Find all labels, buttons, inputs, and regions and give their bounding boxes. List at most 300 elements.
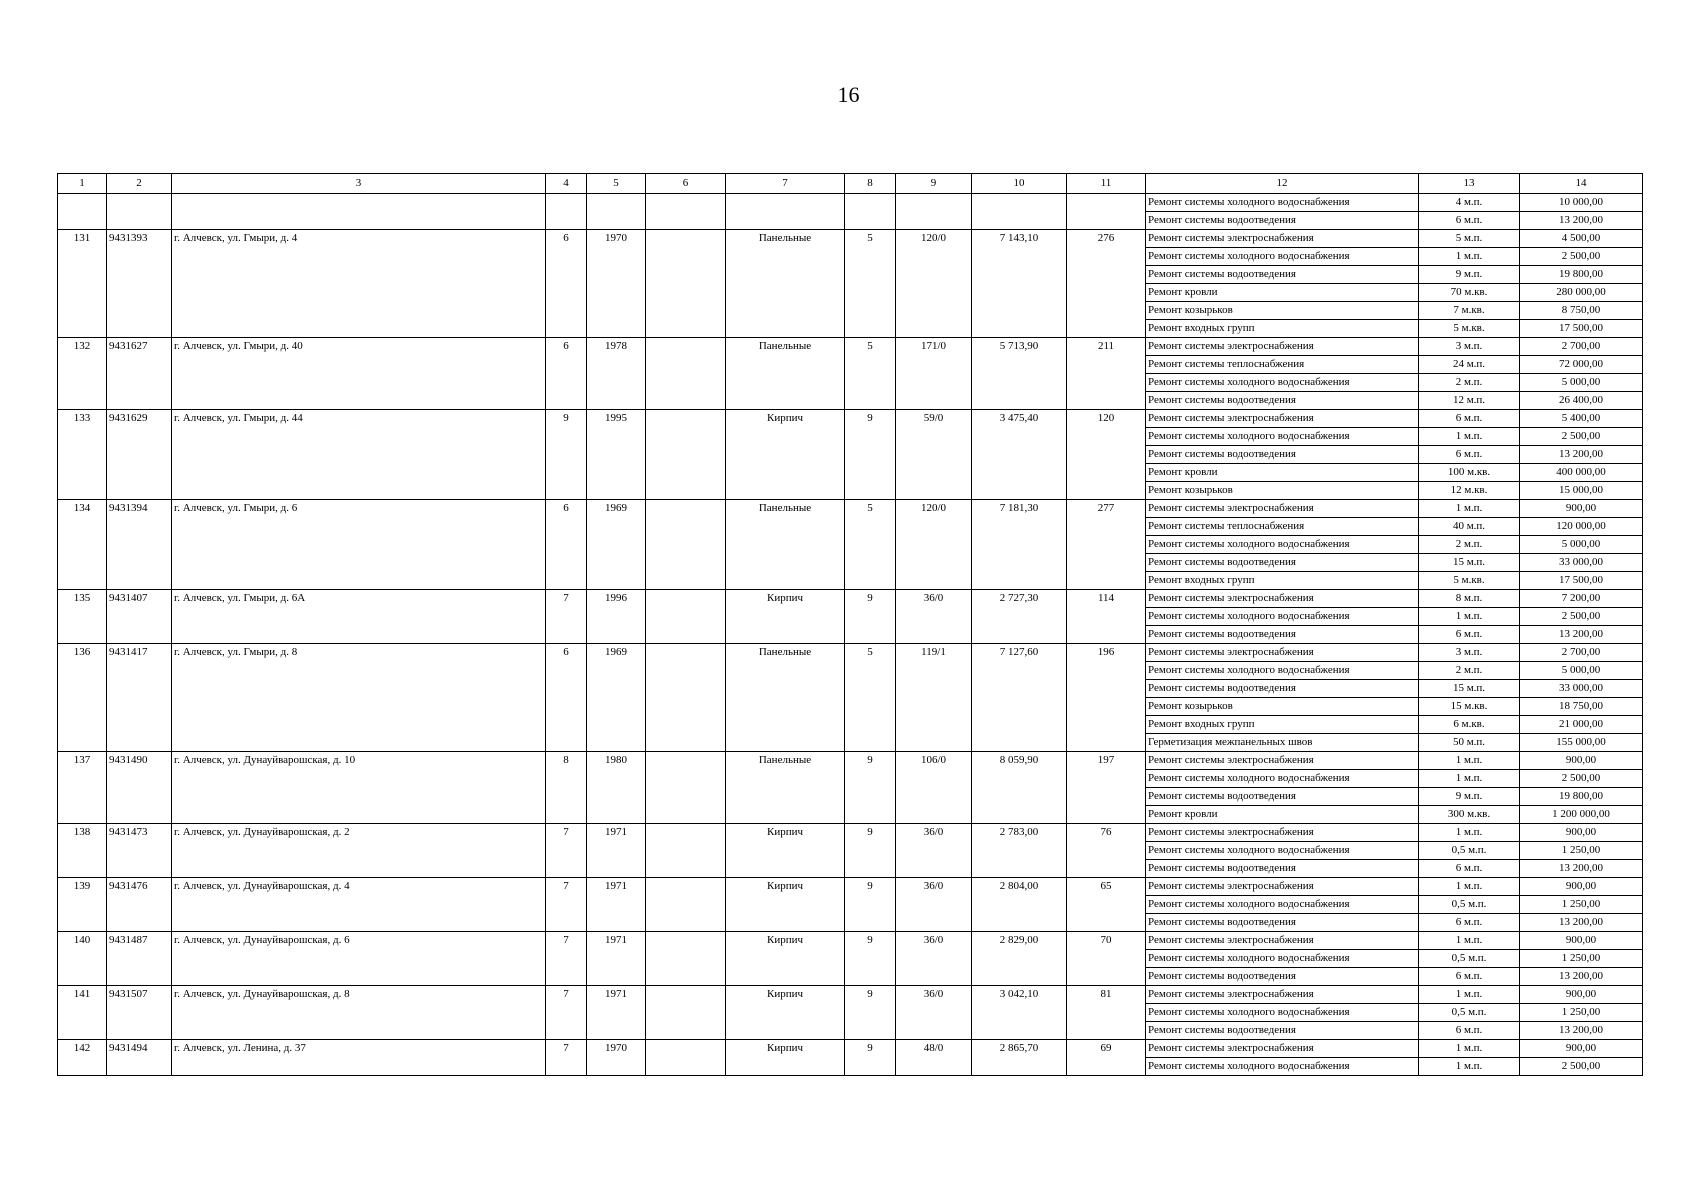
column-9-value: 36/0: [896, 878, 972, 932]
column-9-value: 106/0: [896, 752, 972, 824]
construction-year: 1971: [587, 986, 646, 1040]
wall-material: Панельные: [726, 500, 845, 590]
row-number: 133: [58, 410, 107, 500]
work-description: Ремонт системы теплоснабжения: [1146, 356, 1419, 374]
work-volume: 300 м.кв.: [1419, 806, 1520, 824]
work-description: Ремонт входных групп: [1146, 716, 1419, 734]
row-number: 132: [58, 338, 107, 410]
empty-cell: [646, 194, 726, 230]
table-row: [58, 410, 1643, 428]
work-volume: 6 м.п.: [1419, 968, 1520, 986]
work-cost: 2 700,00: [1520, 644, 1643, 662]
work-cost: 900,00: [1520, 1040, 1643, 1058]
column-6-value: [646, 752, 726, 824]
work-description: Ремонт входных групп: [1146, 572, 1419, 590]
column-6-value: [646, 338, 726, 410]
work-description: Ремонт системы холодного водоснабжения: [1146, 194, 1419, 212]
work-volume: 70 м.кв.: [1419, 284, 1520, 302]
work-cost: 900,00: [1520, 932, 1643, 950]
floor-count: 9: [845, 1040, 896, 1076]
work-volume: 12 м.кв.: [1419, 482, 1520, 500]
work-description: Ремонт системы электроснабжения: [1146, 500, 1419, 518]
work-cost: 13 200,00: [1520, 626, 1643, 644]
work-cost: 7 200,00: [1520, 590, 1643, 608]
column-4-value: 6: [546, 644, 587, 752]
work-description: Ремонт системы холодного водоснабжения: [1146, 428, 1419, 446]
column-6-value: [646, 878, 726, 932]
work-cost: 17 500,00: [1520, 320, 1643, 338]
building-address: г. Алчевск, ул. Гмыри, д. 4: [172, 230, 546, 338]
work-description: Ремонт системы электроснабжения: [1146, 986, 1419, 1004]
work-cost: 21 000,00: [1520, 716, 1643, 734]
work-cost: 18 750,00: [1520, 698, 1643, 716]
table-row: [58, 932, 1643, 950]
work-volume: 12 м.п.: [1419, 392, 1520, 410]
work-volume: 6 м.кв.: [1419, 716, 1520, 734]
repair-register-table: [57, 173, 1643, 1076]
work-volume: 6 м.п.: [1419, 446, 1520, 464]
work-cost: 155 000,00: [1520, 734, 1643, 752]
work-volume: 15 м.кв.: [1419, 698, 1520, 716]
work-description: Ремонт системы водоотведения: [1146, 680, 1419, 698]
work-volume: 5 м.п.: [1419, 230, 1520, 248]
floor-count: 9: [845, 590, 896, 644]
construction-year: 1980: [587, 752, 646, 824]
building-code: 9431393: [107, 230, 172, 338]
work-volume: 6 м.п.: [1419, 914, 1520, 932]
building-area: 2 829,00: [972, 932, 1067, 986]
table-row: [58, 230, 1643, 248]
column-9-value: 48/0: [896, 1040, 972, 1076]
column-9-value: 36/0: [896, 986, 972, 1040]
floor-count: 9: [845, 824, 896, 878]
work-description: Ремонт системы холодного водоснабжения: [1146, 770, 1419, 788]
table-row: [58, 500, 1643, 518]
building-address: г. Алчевск, ул. Гмыри, д. 44: [172, 410, 546, 500]
work-cost: 2 500,00: [1520, 770, 1643, 788]
column-header-10: 10: [972, 174, 1067, 194]
building-code: 9431507: [107, 986, 172, 1040]
work-volume: 9 м.п.: [1419, 266, 1520, 284]
work-description: Ремонт системы электроснабжения: [1146, 932, 1419, 950]
resident-count: 120: [1067, 410, 1146, 500]
page-number: 16: [837, 82, 860, 107]
wall-material: Кирпич: [726, 410, 845, 500]
empty-cell: [972, 194, 1067, 230]
work-description: Ремонт кровли: [1146, 284, 1419, 302]
work-volume: 1 м.п.: [1419, 1058, 1520, 1076]
work-cost: 72 000,00: [1520, 356, 1643, 374]
work-volume: 2 м.п.: [1419, 374, 1520, 392]
empty-cell: [587, 194, 646, 230]
work-description: Ремонт системы электроснабжения: [1146, 410, 1419, 428]
work-description: Ремонт системы холодного водоснабжения: [1146, 842, 1419, 860]
wall-material: Панельные: [726, 752, 845, 824]
row-number: 135: [58, 590, 107, 644]
work-description: Ремонт системы теплоснабжения: [1146, 518, 1419, 536]
work-volume: 15 м.п.: [1419, 554, 1520, 572]
table-row: [58, 986, 1643, 1004]
work-cost: 10 000,00: [1520, 194, 1643, 212]
column-6-value: [646, 824, 726, 878]
empty-cell: [58, 194, 107, 230]
work-cost: 13 200,00: [1520, 446, 1643, 464]
construction-year: 1969: [587, 500, 646, 590]
work-volume: 1 м.п.: [1419, 500, 1520, 518]
column-6-value: [646, 932, 726, 986]
building-code: 9431476: [107, 878, 172, 932]
resident-count: 65: [1067, 878, 1146, 932]
column-header-3: 3: [172, 174, 546, 194]
work-cost: 2 500,00: [1520, 428, 1643, 446]
wall-material: Панельные: [726, 230, 845, 338]
work-cost: 1 250,00: [1520, 842, 1643, 860]
work-cost: 13 200,00: [1520, 860, 1643, 878]
work-description: Ремонт системы холодного водоснабжения: [1146, 536, 1419, 554]
wall-material: Панельные: [726, 338, 845, 410]
wall-material: Панельные: [726, 644, 845, 752]
construction-year: 1995: [587, 410, 646, 500]
work-description: Ремонт системы холодного водоснабжения: [1146, 1004, 1419, 1022]
column-header-2: 2: [107, 174, 172, 194]
work-volume: 100 м.кв.: [1419, 464, 1520, 482]
table-row: [58, 338, 1643, 356]
column-4-value: 7: [546, 590, 587, 644]
work-description: Ремонт входных групп: [1146, 320, 1419, 338]
work-description: Герметизация межпанельных швов: [1146, 734, 1419, 752]
column-9-value: 171/0: [896, 338, 972, 410]
work-cost: 900,00: [1520, 752, 1643, 770]
building-area: 8 059,90: [972, 752, 1067, 824]
work-volume: 2 м.п.: [1419, 536, 1520, 554]
work-volume: 6 м.п.: [1419, 626, 1520, 644]
work-cost: 900,00: [1520, 986, 1643, 1004]
work-description: Ремонт системы водоотведения: [1146, 860, 1419, 878]
work-description: Ремонт системы водоотведения: [1146, 968, 1419, 986]
work-volume: 15 м.п.: [1419, 680, 1520, 698]
work-cost: 19 800,00: [1520, 266, 1643, 284]
work-cost: 15 000,00: [1520, 482, 1643, 500]
work-description: Ремонт системы электроснабжения: [1146, 824, 1419, 842]
construction-year: 1996: [587, 590, 646, 644]
floor-count: 9: [845, 752, 896, 824]
building-address: г. Алчевск, ул. Гмыри, д. 6А: [172, 590, 546, 644]
work-description: Ремонт системы холодного водоснабжения: [1146, 608, 1419, 626]
column-header-5: 5: [587, 174, 646, 194]
building-area: 2 783,00: [972, 824, 1067, 878]
work-cost: 13 200,00: [1520, 968, 1643, 986]
building-area: 2 804,00: [972, 878, 1067, 932]
work-description: Ремонт кровли: [1146, 806, 1419, 824]
work-volume: 1 м.п.: [1419, 1040, 1520, 1058]
floor-count: 5: [845, 338, 896, 410]
work-volume: 6 м.п.: [1419, 410, 1520, 428]
work-description: Ремонт системы электроснабжения: [1146, 644, 1419, 662]
work-description: Ремонт системы водоотведения: [1146, 914, 1419, 932]
construction-year: 1971: [587, 932, 646, 986]
table-body: [58, 194, 1643, 1076]
column-header-9: 9: [896, 174, 972, 194]
work-description: Ремонт системы холодного водоснабжения: [1146, 374, 1419, 392]
table-row: [58, 644, 1643, 662]
work-cost: 13 200,00: [1520, 914, 1643, 932]
wall-material: Кирпич: [726, 932, 845, 986]
column-header-12: 12: [1146, 174, 1419, 194]
work-cost: 900,00: [1520, 878, 1643, 896]
column-header-1: 1: [58, 174, 107, 194]
resident-count: 114: [1067, 590, 1146, 644]
resident-count: 81: [1067, 986, 1146, 1040]
empty-cell: [172, 194, 546, 230]
work-cost: 2 500,00: [1520, 608, 1643, 626]
work-volume: 1 м.п.: [1419, 248, 1520, 266]
continuation-row: [58, 194, 1643, 212]
column-4-value: 7: [546, 986, 587, 1040]
column-6-value: [646, 1040, 726, 1076]
empty-cell: [845, 194, 896, 230]
work-description: Ремонт козырьков: [1146, 482, 1419, 500]
row-number: 142: [58, 1040, 107, 1076]
work-description: Ремонт системы электроснабжения: [1146, 230, 1419, 248]
column-header-11: 11: [1067, 174, 1146, 194]
column-4-value: 6: [546, 500, 587, 590]
work-volume: 5 м.кв.: [1419, 572, 1520, 590]
construction-year: 1978: [587, 338, 646, 410]
work-description: Ремонт системы холодного водоснабжения: [1146, 950, 1419, 968]
work-volume: 8 м.п.: [1419, 590, 1520, 608]
building-code: 9431473: [107, 824, 172, 878]
table-row: [58, 590, 1643, 608]
column-header-4: 4: [546, 174, 587, 194]
building-address: г. Алчевск, ул. Гмыри, д. 40: [172, 338, 546, 410]
work-cost: 900,00: [1520, 500, 1643, 518]
resident-count: 211: [1067, 338, 1146, 410]
work-description: Ремонт системы водоотведения: [1146, 626, 1419, 644]
building-area: 7 181,30: [972, 500, 1067, 590]
work-volume: 0,5 м.п.: [1419, 950, 1520, 968]
column-6-value: [646, 986, 726, 1040]
row-number: 138: [58, 824, 107, 878]
work-description: Ремонт системы водоотведения: [1146, 554, 1419, 572]
work-description: Ремонт системы электроснабжения: [1146, 338, 1419, 356]
resident-count: 70: [1067, 932, 1146, 986]
work-cost: 2 700,00: [1520, 338, 1643, 356]
work-cost: 33 000,00: [1520, 680, 1643, 698]
work-cost: 4 500,00: [1520, 230, 1643, 248]
work-cost: 33 000,00: [1520, 554, 1643, 572]
row-number: 139: [58, 878, 107, 932]
work-description: Ремонт системы электроснабжения: [1146, 878, 1419, 896]
empty-cell: [726, 194, 845, 230]
row-number: 140: [58, 932, 107, 986]
empty-cell: [1067, 194, 1146, 230]
column-9-value: 120/0: [896, 230, 972, 338]
column-header-7: 7: [726, 174, 845, 194]
building-address: г. Алчевск, ул. Ленина, д. 37: [172, 1040, 546, 1076]
row-number: 137: [58, 752, 107, 824]
floor-count: 5: [845, 230, 896, 338]
construction-year: 1970: [587, 1040, 646, 1076]
empty-cell: [107, 194, 172, 230]
work-description: Ремонт системы водоотведения: [1146, 392, 1419, 410]
building-area: 2 865,70: [972, 1040, 1067, 1076]
building-area: 7 127,60: [972, 644, 1067, 752]
work-description: Ремонт системы водоотведения: [1146, 266, 1419, 284]
work-cost: 5 000,00: [1520, 374, 1643, 392]
work-cost: 13 200,00: [1520, 1022, 1643, 1040]
resident-count: 197: [1067, 752, 1146, 824]
floor-count: 9: [845, 878, 896, 932]
column-9-value: 36/0: [896, 590, 972, 644]
work-cost: 1 250,00: [1520, 1004, 1643, 1022]
column-6-value: [646, 500, 726, 590]
column-6-value: [646, 590, 726, 644]
work-description: Ремонт системы водоотведения: [1146, 788, 1419, 806]
floor-count: 5: [845, 644, 896, 752]
floor-count: 9: [845, 932, 896, 986]
column-header-8: 8: [845, 174, 896, 194]
work-volume: 1 м.п.: [1419, 932, 1520, 950]
column-number-row: [58, 174, 1643, 194]
resident-count: 76: [1067, 824, 1146, 878]
building-address: г. Алчевск, ул. Дунауйварошская, д. 2: [172, 824, 546, 878]
work-cost: 26 400,00: [1520, 392, 1643, 410]
building-code: 9431627: [107, 338, 172, 410]
work-volume: 1 м.п.: [1419, 752, 1520, 770]
building-area: 2 727,30: [972, 590, 1067, 644]
work-volume: 9 м.п.: [1419, 788, 1520, 806]
work-volume: 6 м.п.: [1419, 860, 1520, 878]
work-cost: 1 250,00: [1520, 950, 1643, 968]
building-code: 9431494: [107, 1040, 172, 1076]
wall-material: Кирпич: [726, 590, 845, 644]
building-address: г. Алчевск, ул. Дунауйварошская, д. 8: [172, 986, 546, 1040]
work-cost: 19 800,00: [1520, 788, 1643, 806]
wall-material: Кирпич: [726, 878, 845, 932]
work-description: Ремонт системы водоотведения: [1146, 1022, 1419, 1040]
work-cost: 13 200,00: [1520, 212, 1643, 230]
wall-material: Кирпич: [726, 824, 845, 878]
column-9-value: 120/0: [896, 500, 972, 590]
floor-count: 5: [845, 500, 896, 590]
work-description: Ремонт козырьков: [1146, 302, 1419, 320]
work-description: Ремонт козырьков: [1146, 698, 1419, 716]
work-cost: 280 000,00: [1520, 284, 1643, 302]
column-4-value: 7: [546, 878, 587, 932]
work-cost: 5 400,00: [1520, 410, 1643, 428]
column-header-14: 14: [1520, 174, 1643, 194]
building-code: 9431394: [107, 500, 172, 590]
column-9-value: 36/0: [896, 824, 972, 878]
resident-count: 276: [1067, 230, 1146, 338]
work-volume: 1 м.п.: [1419, 428, 1520, 446]
work-cost: 120 000,00: [1520, 518, 1643, 536]
work-description: Ремонт системы холодного водоснабжения: [1146, 1058, 1419, 1076]
work-volume: 3 м.п.: [1419, 644, 1520, 662]
column-4-value: 7: [546, 932, 587, 986]
resident-count: 69: [1067, 1040, 1146, 1076]
work-description: Ремонт кровли: [1146, 464, 1419, 482]
construction-year: 1969: [587, 644, 646, 752]
work-cost: 2 500,00: [1520, 1058, 1643, 1076]
building-address: г. Алчевск, ул. Дунауйварошская, д. 10: [172, 752, 546, 824]
work-volume: 40 м.п.: [1419, 518, 1520, 536]
floor-count: 9: [845, 410, 896, 500]
column-4-value: 7: [546, 1040, 587, 1076]
row-number: 141: [58, 986, 107, 1040]
work-description: Ремонт системы холодного водоснабжения: [1146, 248, 1419, 266]
work-volume: 50 м.п.: [1419, 734, 1520, 752]
column-9-value: 59/0: [896, 410, 972, 500]
work-description: Ремонт системы холодного водоснабжения: [1146, 896, 1419, 914]
building-area: 3 042,10: [972, 986, 1067, 1040]
building-address: г. Алчевск, ул. Гмыри, д. 8: [172, 644, 546, 752]
work-volume: 1 м.п.: [1419, 770, 1520, 788]
building-address: г. Алчевск, ул. Дунауйварошская, д. 6: [172, 932, 546, 986]
building-code: 9431490: [107, 752, 172, 824]
building-area: 3 475,40: [972, 410, 1067, 500]
column-4-value: 6: [546, 230, 587, 338]
work-cost: 900,00: [1520, 824, 1643, 842]
work-volume: 6 м.п.: [1419, 212, 1520, 230]
column-9-value: 36/0: [896, 932, 972, 986]
column-6-value: [646, 230, 726, 338]
work-volume: 0,5 м.п.: [1419, 842, 1520, 860]
empty-cell: [896, 194, 972, 230]
building-code: 9431407: [107, 590, 172, 644]
work-cost: 400 000,00: [1520, 464, 1643, 482]
building-address: г. Алчевск, ул. Дунауйварошская, д. 4: [172, 878, 546, 932]
work-cost: 2 500,00: [1520, 248, 1643, 266]
work-description: Ремонт системы водоотведения: [1146, 212, 1419, 230]
row-number: 134: [58, 500, 107, 590]
column-4-value: 7: [546, 824, 587, 878]
work-volume: 1 м.п.: [1419, 878, 1520, 896]
work-volume: 1 м.п.: [1419, 986, 1520, 1004]
floor-count: 9: [845, 986, 896, 1040]
resident-count: 277: [1067, 500, 1146, 590]
resident-count: 196: [1067, 644, 1146, 752]
column-4-value: 9: [546, 410, 587, 500]
work-cost: 5 000,00: [1520, 536, 1643, 554]
column-6-value: [646, 644, 726, 752]
column-4-value: 8: [546, 752, 587, 824]
work-volume: 3 м.п.: [1419, 338, 1520, 356]
work-description: Ремонт системы электроснабжения: [1146, 752, 1419, 770]
work-volume: 24 м.п.: [1419, 356, 1520, 374]
construction-year: 1971: [587, 878, 646, 932]
work-cost: 1 250,00: [1520, 896, 1643, 914]
work-volume: 5 м.кв.: [1419, 320, 1520, 338]
work-volume: 1 м.п.: [1419, 824, 1520, 842]
construction-year: 1970: [587, 230, 646, 338]
building-area: 5 713,90: [972, 338, 1067, 410]
work-volume: 1 м.п.: [1419, 608, 1520, 626]
work-volume: 4 м.п.: [1419, 194, 1520, 212]
table-row: [58, 1040, 1643, 1058]
table-row: [58, 824, 1643, 842]
work-volume: 2 м.п.: [1419, 662, 1520, 680]
work-cost: 1 200 000,00: [1520, 806, 1643, 824]
row-number: 131: [58, 230, 107, 338]
work-volume: 7 м.кв.: [1419, 302, 1520, 320]
wall-material: Кирпич: [726, 986, 845, 1040]
work-cost: 5 000,00: [1520, 662, 1643, 680]
work-cost: 8 750,00: [1520, 302, 1643, 320]
building-area: 7 143,10: [972, 230, 1067, 338]
work-volume: 0,5 м.п.: [1419, 896, 1520, 914]
building-code: 9431629: [107, 410, 172, 500]
